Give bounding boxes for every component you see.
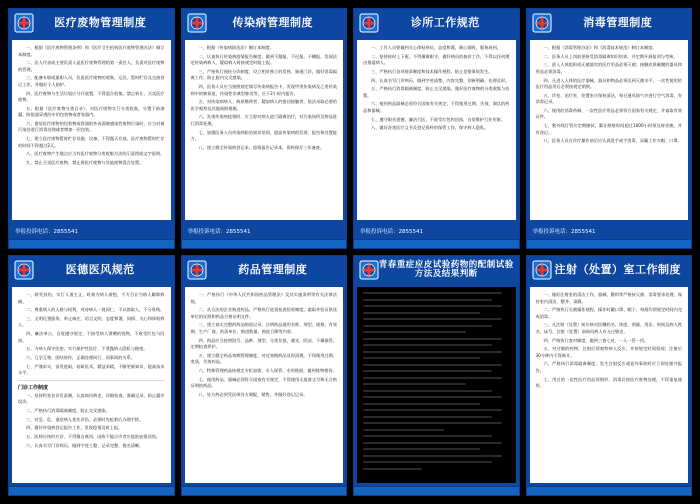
board-paragraph: 七、遵守职业道德，廉洁行医，不收受红包和回扣，自觉维护行业形象。 xyxy=(371,116,506,122)
board-paragraph: 二、坚持按时上下班，不得擅离职守，做好病员的接诊工作，不得以任何理由推诿病人。 xyxy=(363,53,510,66)
text-line xyxy=(363,351,502,353)
red-cross-medical-emblem-icon xyxy=(187,260,207,280)
board-paragraph: 二、尊重病人的人格与权利，对待病人一视同仁，不以貌取人，不分贵贱。 xyxy=(26,307,165,313)
board-paragraph: 七、建立医疗废物暂时贮存设施、设备，不得露天存放，医疗废物暂时贮存的时间不得超过2天。 xyxy=(18,136,165,148)
board-disinfection xyxy=(526,8,693,249)
text-line xyxy=(363,468,422,470)
hotline-text: 举报投诉电话：2855541 xyxy=(187,229,251,235)
board-paragraph: 三、凡注射（处置）前应核对医嘱药名、浓度、剂量、用法、时间及病人姓名、床号，注射（处置）前询问病人有无过敏史。 xyxy=(535,322,682,334)
text-line xyxy=(363,403,480,405)
board-paragraph: 三、严格执行各项规章制度和技术操作规程，防止差错事故发生。 xyxy=(371,68,493,74)
board-paragraph: 八、处方药必须凭医师处方调配、销售，并做好登记记录。 xyxy=(198,391,308,397)
board-section-paragraph: 二、严格执行消毒隔离制度，防止交叉感染。 xyxy=(26,407,110,413)
board-paragraph: 六、盛装医疗废物的包装物或容器的外表面被感染性废物污染时，应当对被污染处进行消毒处理或者增加一层包装。 xyxy=(18,120,165,133)
text-line xyxy=(363,390,492,392)
board-body xyxy=(530,40,689,220)
text-line xyxy=(363,377,502,379)
red-cross-medical-emblem-icon xyxy=(187,13,207,33)
board-header xyxy=(527,256,692,284)
board-title: 注射（处置）室工作制度 xyxy=(554,262,681,276)
board-section-paragraph: 一、坚持科室首诊负责制，认真询问病史，详细检查，准确记录，防止漏诊误诊。 xyxy=(18,392,165,405)
board-header xyxy=(9,9,174,37)
board-header xyxy=(182,256,347,284)
board-paragraph: 一、救死扶伤，实行人道主义，时刻为病人着想，千方百计为病人解除病痛。 xyxy=(18,292,165,304)
board-header xyxy=(354,256,519,284)
board-paragraph: 五、根据《医疗废物分类目录》，对医疗废物实行分类收集，分置于防渗漏、防锐器穿透的专用包装物或者容器内。 xyxy=(18,105,165,118)
board-paragraph: 二、从合法的企业购进药品，严格执行进货检查验收制度，索取并验证供货单位的证照和药品合格证明文件。 xyxy=(190,307,337,319)
board-paragraph: 三、配备专职或兼职人员，负责医疗废物的收集、运送、暂时贮存及交接登记工作，并做好个人防护。 xyxy=(18,75,165,87)
board-section-paragraph: 三、对急、危、重症病人优先诊治，必要时先抢救后办理手续。 xyxy=(26,416,144,422)
board-paragraph: 一、根据《医疗废物管理条例》和《医疗卫生机构医疗废物管理办法》制订本制度。 xyxy=(18,45,165,57)
board-body xyxy=(12,40,171,220)
text-line xyxy=(363,416,492,418)
board-medical-ethics xyxy=(8,255,175,496)
board-section-paragraph: 五、医师应按时应诊，不得擅自离岗，因故不能应诊者应提前安排顶岗。 xyxy=(26,433,161,439)
board-paragraph: 六、严格执行消毒隔离制度，发生注射反应或意外事故时应立即处理并报告。 xyxy=(535,361,682,373)
board-body xyxy=(12,287,171,483)
board-infectious-disease xyxy=(181,8,348,249)
text-line xyxy=(363,305,502,307)
board-paragraph: 一、严格执行《中华人民共和国药品管理法》及其实施条例等有关法律法规。 xyxy=(190,292,337,304)
text-line xyxy=(363,396,502,398)
board-paragraph: 四、药品应当按照批号、品种、剂型、分类存放，避光、阴凉、干燥保管，定期检查养护。 xyxy=(190,337,337,350)
board-paragraph: 一、根据《传染病防治法》制订本制度。 xyxy=(198,45,274,50)
board-paragraph: 三、文明礼貌服务，举止端庄，语言文明，态度和蔼，同情、关心和体贴病人。 xyxy=(18,315,165,328)
board-hotline xyxy=(182,223,347,239)
board-paragraph: 七、严谨求实，奋发进取，钻研医术，精益求精，不断更新知识、提高技术水平。 xyxy=(18,363,165,376)
red-cross-medical-emblem-icon xyxy=(532,260,552,280)
text-line xyxy=(363,409,502,411)
red-cross-medical-emblem-icon xyxy=(532,13,552,33)
board-drug-management xyxy=(181,255,348,496)
board-medical-waste xyxy=(8,8,175,249)
board-paragraph: 四、医务人员应当按照规定填写传染病报告卡，发现甲类传染病及乙类传染病中的肺炭疽、传染性非典型肺炎等，应于2小时内报告。 xyxy=(190,84,337,96)
ruled-text-block xyxy=(357,287,516,483)
text-line xyxy=(363,325,492,327)
text-line xyxy=(363,318,502,320)
text-line xyxy=(363,357,480,359)
board-bottom-stripe xyxy=(9,486,174,495)
board-title: 医疗废物管理制度 xyxy=(54,15,147,29)
board-paragraph: 六、发现传染病疫情时，应立即对病人进行隔离治疗，对污染场所及物品进行消毒处理。 xyxy=(190,114,337,126)
board-header xyxy=(527,9,692,37)
board-header xyxy=(9,256,174,284)
board-paragraph: 二、法人代表或主要负责人是医疗废物管理的第一责任人，负责对医疗废物的管理。 xyxy=(18,60,165,72)
board-bottom-stripe xyxy=(9,239,174,248)
board-paragraph: 二、严格执行无菌操作规程，操作时戴口罩、帽子，每班均须规定时间内完成消毒。 xyxy=(535,307,682,319)
text-line xyxy=(363,364,502,366)
board-body xyxy=(185,40,344,220)
red-cross-medical-emblem-icon xyxy=(359,260,379,280)
board-paragraph: 六、使用的消毒药械、一次性医疗用品必须符合国家有关规定，并索取有效证件。 xyxy=(535,107,682,120)
board-clinic-work-norms xyxy=(353,8,520,249)
board-paragraph: 五、对过敏的药物，注射后须观察病人反应，并按规定时间留观；注射后30分钟内不得离开。 xyxy=(535,346,682,358)
board-bottom-stripe xyxy=(527,239,692,248)
board-title: 消毒管理制度 xyxy=(583,15,653,29)
board-paragraph: 四、廉洁奉公，自觉遵守规定，不接受病人馈赠的钱物，不收受红包与回扣。 xyxy=(18,331,165,343)
text-line xyxy=(363,292,502,294)
board-bottom-stripe xyxy=(527,486,692,495)
board-paragraph: 七、加强医务人员传染病防治知识培训，提高传染病的发现、报告和处置能力。 xyxy=(190,129,337,142)
board-title: 传染病管理制度 xyxy=(232,15,313,29)
board-section-title: 门诊工作制度 xyxy=(18,384,49,391)
board-paragraph: 七、紫外线灯管应定期擦拭，累计照射时间超过1000小时须及时更换，并有登记。 xyxy=(535,123,682,135)
board-hotline xyxy=(354,223,519,239)
board-title: 药品管理制度 xyxy=(238,262,308,276)
board-body xyxy=(357,287,516,483)
board-paragraph: 二、医务人员上岗前须接受消毒隔离知识培训，并定期开展复训与考核。 xyxy=(543,53,678,59)
board-hotline xyxy=(9,223,174,239)
text-line xyxy=(363,461,492,463)
text-line xyxy=(363,442,502,444)
board-paragraph: 四、医疗废物与生活垃圾应分开放置，不得混合收集，禁止转让、买卖医疗废物。 xyxy=(18,90,165,103)
board-paragraph: 五、为病人保守医密，实行保护性医疗，不泄露病人隐私与秘密。 xyxy=(26,346,148,352)
text-line xyxy=(363,331,466,333)
board-paragraph: 三、建立真实完整的药品购进记录，注明药品通用名称、剂型、规格、有效期、生产厂商、供货单位、购进数量、购进日期等内容。 xyxy=(190,322,337,334)
text-line xyxy=(363,448,480,450)
board-paragraph: 八、做好各类医疗文书及登记资料的保管工作，保守病人隐私。 xyxy=(371,125,489,131)
board-paragraph: 五、建立健全药品效期管理制度，对近效期药品及时清理，不得使用过期、变质、失效药品。 xyxy=(190,352,337,365)
red-cross-medical-emblem-icon xyxy=(14,260,34,280)
text-line xyxy=(363,299,492,301)
text-line xyxy=(363,370,492,372)
section-divider xyxy=(18,380,165,381)
board-hotline xyxy=(527,223,692,239)
board-body xyxy=(185,287,344,483)
board-body xyxy=(530,287,689,483)
board-paragraph: 六、使用药品器械必须符合国家有关规定，不得使用过期、失效、淘汰的药品和器械。 xyxy=(363,101,510,113)
board-paragraph: 八、医疗废物产生地点应当有医疗废物分类收集方法的示意图或文字说明。 xyxy=(26,151,165,157)
text-line xyxy=(363,312,480,314)
board-paragraph: 八、建立健全传染病登记本、疫情报告记录本，资料保存三年备查。 xyxy=(198,144,325,150)
board-paragraph: 九、禁止买卖医疗废物，禁止将医疗废物与其他废物混合处置。 xyxy=(26,160,144,165)
board-bottom-stripe xyxy=(182,486,347,495)
board-injection-treatment-room xyxy=(526,255,693,496)
board-bottom-stripe xyxy=(182,239,347,248)
board-section-paragraph: 四、做好传染病登记报告工作，发现疫情及时上报。 xyxy=(26,425,123,431)
board-bottom-stripe xyxy=(354,239,519,248)
text-line xyxy=(363,338,502,340)
board-paragraph: 二、认真执行传染病疫情报告制度，做到不漏报、不迟报、不瞒报，发现法定传染病病人、疑似病人时按规定时限上报。 xyxy=(190,53,337,66)
hotline-text: 举报投诉电话：2855541 xyxy=(360,229,423,235)
board-paragraph: 一、根据《消毒管理办法》和《消毒技术规范》制订本制度。 xyxy=(543,45,657,50)
board-youth-growth-test xyxy=(353,255,520,496)
text-line xyxy=(363,435,492,437)
board-paragraph: 一、做好注射室的清洁工作，器械、敷料等严格按灭菌、消毒要求处理，保持室内清洁、整齐、肃静。 xyxy=(535,292,682,304)
board-paragraph: 四、认真书写门诊病历，做到字迹清楚、内容完整、诊断明确、处理及时。 xyxy=(371,77,510,83)
red-cross-medical-emblem-icon xyxy=(359,13,379,33)
board-paragraph: 三、严格执行预检分诊制度，设立相对独立的发热、肠道门诊，做好消毒隔离工作，防止院内交叉感染。 xyxy=(190,68,337,81)
board-title: 医德医风规范 xyxy=(65,262,135,276)
text-line xyxy=(363,429,444,431)
board-paragraph: 三、进入人体组织或无菌器官的医疗用品必须灭菌；接触皮肤黏膜的器具和用品必须消毒。 xyxy=(535,62,682,74)
board-paragraph: 四、凡进入人体的医疗器械、器具和物品必须达到灭菌水平，一次性使用的医疗用品用后必须按规定销毁。 xyxy=(535,77,682,90)
board-paragraph: 五、对传染病病人、病原携带者、疑似病人的密切接触者，依法采取必要的医学观察及其他预防措施。 xyxy=(190,99,337,111)
board-paragraph: 六、特殊管理药品按规定专柜加锁、专人保管、专用账册，做到账物相符。 xyxy=(198,367,337,373)
board-paragraph: 五、诊室、治疗室、处置室应保持清洁，每日通风换气并进行空气消毒，有消毒记录。 xyxy=(535,92,682,105)
board-paragraph: 一、工作人员要做到关心体贴病员，态度和蔼，耐心细致，服务周到。 xyxy=(371,45,501,50)
text-line xyxy=(363,344,492,346)
board-title: 青春重症应皮试验药物的配制试验方法及结果判断 xyxy=(378,259,514,279)
board-paragraph: 七、使用药品、器械必须符合国家有关规定，不得使用无批准文号和无合格证明的药品。 xyxy=(190,376,337,389)
board-section-paragraph: 六、认真书写门诊病历，做到字迹工整、记录完整、签名清晰。 xyxy=(26,442,144,448)
text-line xyxy=(363,455,502,457)
board-bottom-stripe xyxy=(354,486,519,495)
board-header xyxy=(354,9,519,37)
board-body xyxy=(357,40,516,220)
board-paragraph: 五、严格执行消毒隔离制度，防止交叉感染，做好医疗废物的分类收集与处置。 xyxy=(363,86,510,98)
board-paragraph: 八、医务人员在诊疗操作前后应认真洗手或手消毒，穿戴工作衣帽、口罩。 xyxy=(543,138,682,144)
text-line xyxy=(363,422,502,424)
board-paragraph: 六、互学互尊，团结协作，正确处理同行、同事间的关系。 xyxy=(26,354,135,360)
red-cross-medical-emblem-icon xyxy=(14,13,34,33)
hotline-text: 举报投诉电话：2855541 xyxy=(532,229,596,235)
board-header xyxy=(182,9,347,37)
board-paragraph: 四、严格执行查对制度，做到三查七对，一人一管一用。 xyxy=(543,337,649,343)
hotline-text: 举报投诉电话：2855541 xyxy=(15,229,78,235)
text-line xyxy=(363,383,466,385)
board-paragraph: 七、用过的一次性医疗用品须毁形、消毒后按医疗废物处理，不得重复使用。 xyxy=(535,376,682,389)
board-title: 诊所工作规范 xyxy=(410,15,480,29)
